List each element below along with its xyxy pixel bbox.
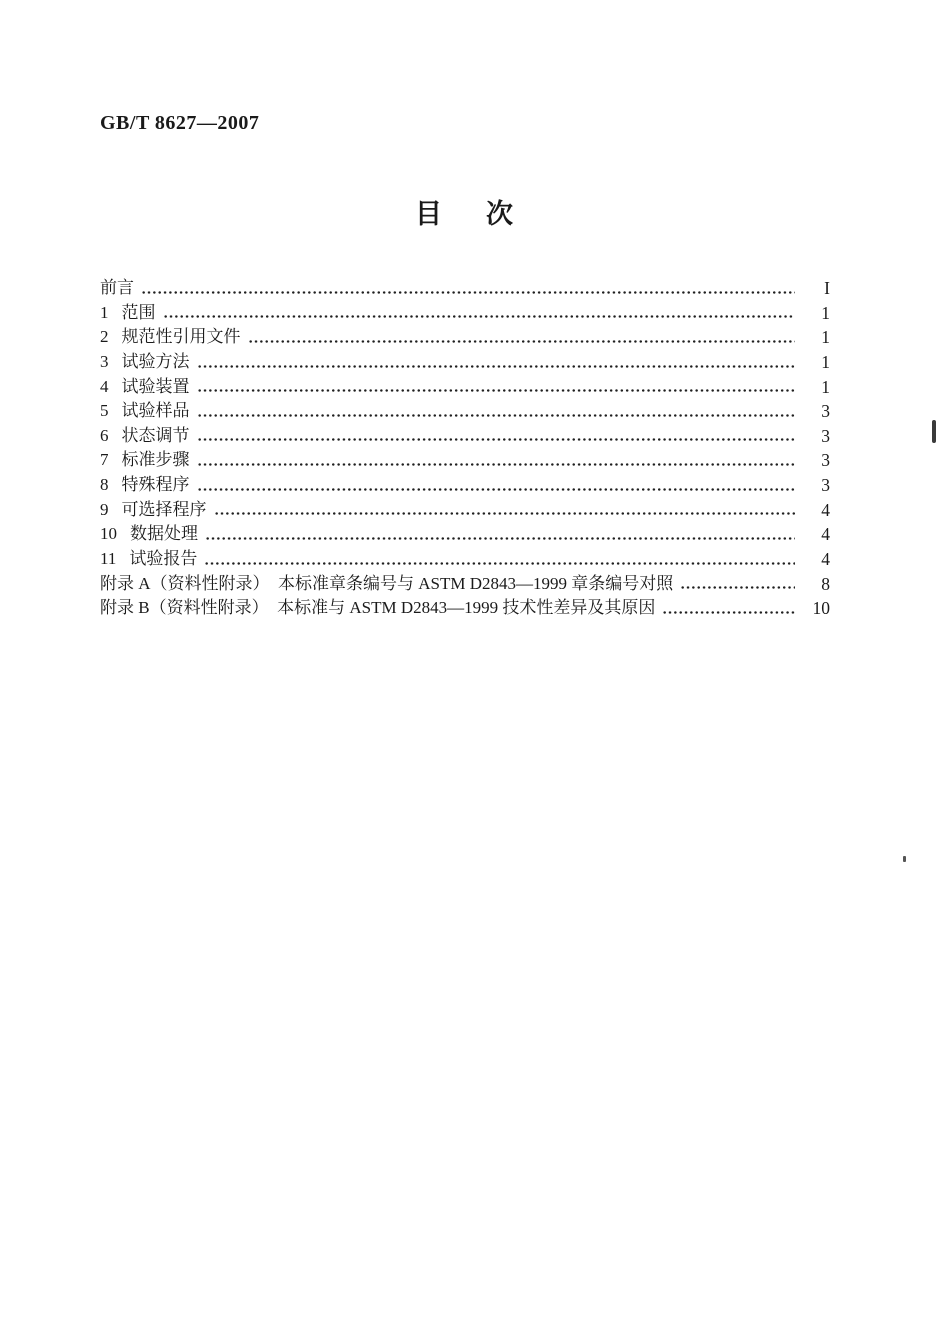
toc-entry-number: 1 <box>100 302 109 322</box>
toc-page-number: 3 <box>821 475 830 496</box>
toc-entry <box>100 325 830 350</box>
toc-entry-title: 特殊程序 <box>121 475 190 495</box>
scan-artifact-speck <box>903 856 906 862</box>
page-title-text: 目次 <box>415 199 557 229</box>
toc-page-number: 4 <box>821 524 830 545</box>
toc-dot-leader <box>197 364 796 369</box>
toc-entry-number: 11 <box>100 549 117 569</box>
toc-entry <box>100 572 830 597</box>
toc-entry-title: 试验装置 <box>121 376 190 396</box>
toc-page-number: 1 <box>821 302 830 323</box>
toc-dot-leader <box>205 536 795 541</box>
toc-page-number: 1 <box>821 376 830 397</box>
toc-page-number: 1 <box>821 351 830 372</box>
toc-entry <box>100 301 830 326</box>
table-of-contents <box>100 276 830 621</box>
toc-page-number: 4 <box>821 499 830 520</box>
toc-dot-leader <box>197 437 796 442</box>
toc-dot-leader <box>680 585 795 590</box>
page-title <box>0 192 939 231</box>
toc-entry-number: 2 <box>100 327 109 347</box>
toc-entry-title: 试验报告 <box>129 549 198 569</box>
toc-dot-leader <box>214 511 796 516</box>
toc-entry <box>100 424 830 449</box>
toc-entry-title: 标准步骤 <box>121 450 190 470</box>
toc-entry <box>100 350 830 375</box>
toc-entry-title: 规范性引用文件 <box>121 327 241 347</box>
toc-entry <box>100 448 830 473</box>
toc-entry <box>100 276 830 301</box>
toc-page-number: 3 <box>821 450 830 471</box>
toc-entry <box>100 522 830 547</box>
toc-entry-number: 9 <box>100 499 109 519</box>
toc-entry-title: 附录 B（资料性附录） 本标准与 ASTM D2843—1999 技术性差异及其原因 <box>100 598 656 618</box>
standard-code: GB/T 8627—2007 <box>100 112 260 134</box>
toc-entry-title: 前言 <box>100 278 134 297</box>
toc-entry-title: 附录 A（资料性附录） 本标准章条编号与 ASTM D2843—1999 章条编号对照 <box>100 573 674 593</box>
toc-page-number: 1 <box>821 327 830 348</box>
toc-entry-title: 试验样品 <box>121 401 190 421</box>
toc-dot-leader <box>248 339 796 344</box>
toc-dot-leader <box>662 610 795 615</box>
toc-entry-title: 范围 <box>121 302 156 322</box>
toc-entry-title: 数据处理 <box>130 524 198 544</box>
toc-entry-number: 10 <box>100 524 117 544</box>
toc-entry-title: 状态调节 <box>121 425 190 445</box>
toc-page-number: I <box>824 278 830 298</box>
toc-page-number: 4 <box>821 549 830 570</box>
toc-entry <box>100 399 830 424</box>
toc-entry-number: 4 <box>100 376 109 396</box>
toc-entry <box>100 596 830 621</box>
toc-dot-leader <box>197 462 796 467</box>
toc-dot-leader <box>197 413 796 418</box>
scan-artifact-mark <box>932 420 936 443</box>
toc-entry <box>100 547 830 572</box>
toc-page-number: 3 <box>821 425 830 446</box>
toc-page-number: 3 <box>821 401 830 422</box>
toc-entry-number: 6 <box>100 425 109 445</box>
toc-entry-number: 7 <box>100 450 109 470</box>
toc-page-number: 8 <box>821 573 830 594</box>
toc-entry-number: 3 <box>100 351 109 371</box>
toc-dot-leader <box>197 388 796 393</box>
toc-entry-title: 可选择程序 <box>121 499 207 519</box>
toc-dot-leader <box>204 561 795 566</box>
toc-entry-title: 试验方法 <box>121 351 190 371</box>
toc-dot-leader <box>197 487 796 492</box>
toc-entry <box>100 498 830 523</box>
toc-entry <box>100 473 830 498</box>
toc-entry <box>100 375 830 400</box>
toc-dot-leader <box>141 290 795 295</box>
toc-entry-number: 5 <box>100 401 109 421</box>
toc-dot-leader <box>163 314 796 319</box>
toc-entry-number: 8 <box>100 475 109 495</box>
toc-page-number: 10 <box>812 598 830 619</box>
